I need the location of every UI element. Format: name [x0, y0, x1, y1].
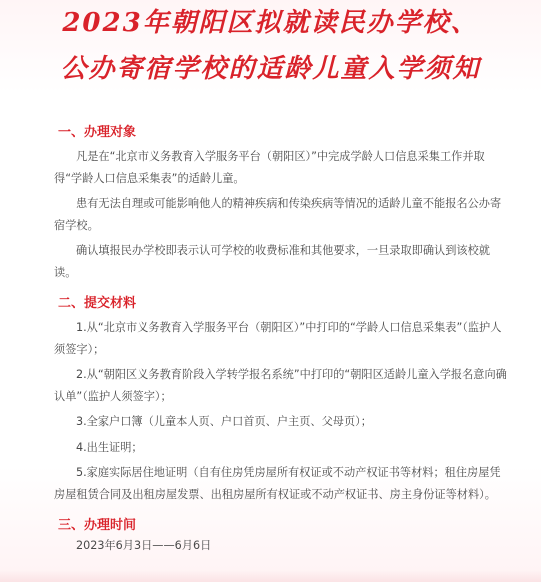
material-item: 4.出生证明； [76, 440, 143, 454]
notice-body [54, 124, 509, 557]
page-title-line-2: 公办寄宿学校的适龄儿童入学须知 [60, 54, 481, 84]
material-item: 5.家庭实际居住地证明（自有住房凭房屋所有权证或不动产权证书等材料；租住房屋凭房屋租赁合同及出租房屋发票、出租房屋所有权证或不动产权证书、房主身份证等材料）。 [54, 466, 501, 501]
section-paragraph: 确认填报民办学校即表示认可学校的收费标准和其他要求，一旦录取即确认到该校就读。 [54, 244, 490, 279]
material-item: 3.全家户口簿（儿童本人页、户口首页、户主页、父母页）； [76, 415, 372, 428]
section-paragraph: 患有无法自理或可能影响他人的精神疾病和传染疾病等情况的适龄儿童不能报名公办寄宿学校。 [54, 197, 502, 232]
section-heading: 一、办理对象 [58, 125, 137, 140]
page-title-line-1: 2023年朝阳区拟就读民办学校、 [62, 8, 479, 38]
title-banner [0, 0, 541, 110]
material-item: 2.从“朝阳区义务教育阶段入学转学报名系统”中打印的“朝阳区适龄儿童入学报名意向确认单”（监护人须签字）； [54, 368, 507, 403]
section-materials [54, 295, 509, 505]
section-heading: 二、提交材料 [58, 296, 137, 311]
section-eligibility [54, 124, 509, 283]
section-schedule [54, 517, 509, 557]
bottom-decoration [0, 570, 541, 582]
section-heading: 三、办理时间 [58, 518, 137, 533]
section-paragraph: 凡是在“北京市义务教育入学服务平台（朝阳区）”中完成学龄人口信息采集工作并取得“学龄人口信息采集表”的适龄儿童。 [54, 150, 485, 185]
schedule-dates: 2023年6月3日——6月6日 [76, 539, 212, 552]
material-item: 1.从“北京市义务教育入学服务平台（朝阳区）”中打印的“学龄人口信息采集表”（监护人须签字）； [54, 321, 502, 356]
